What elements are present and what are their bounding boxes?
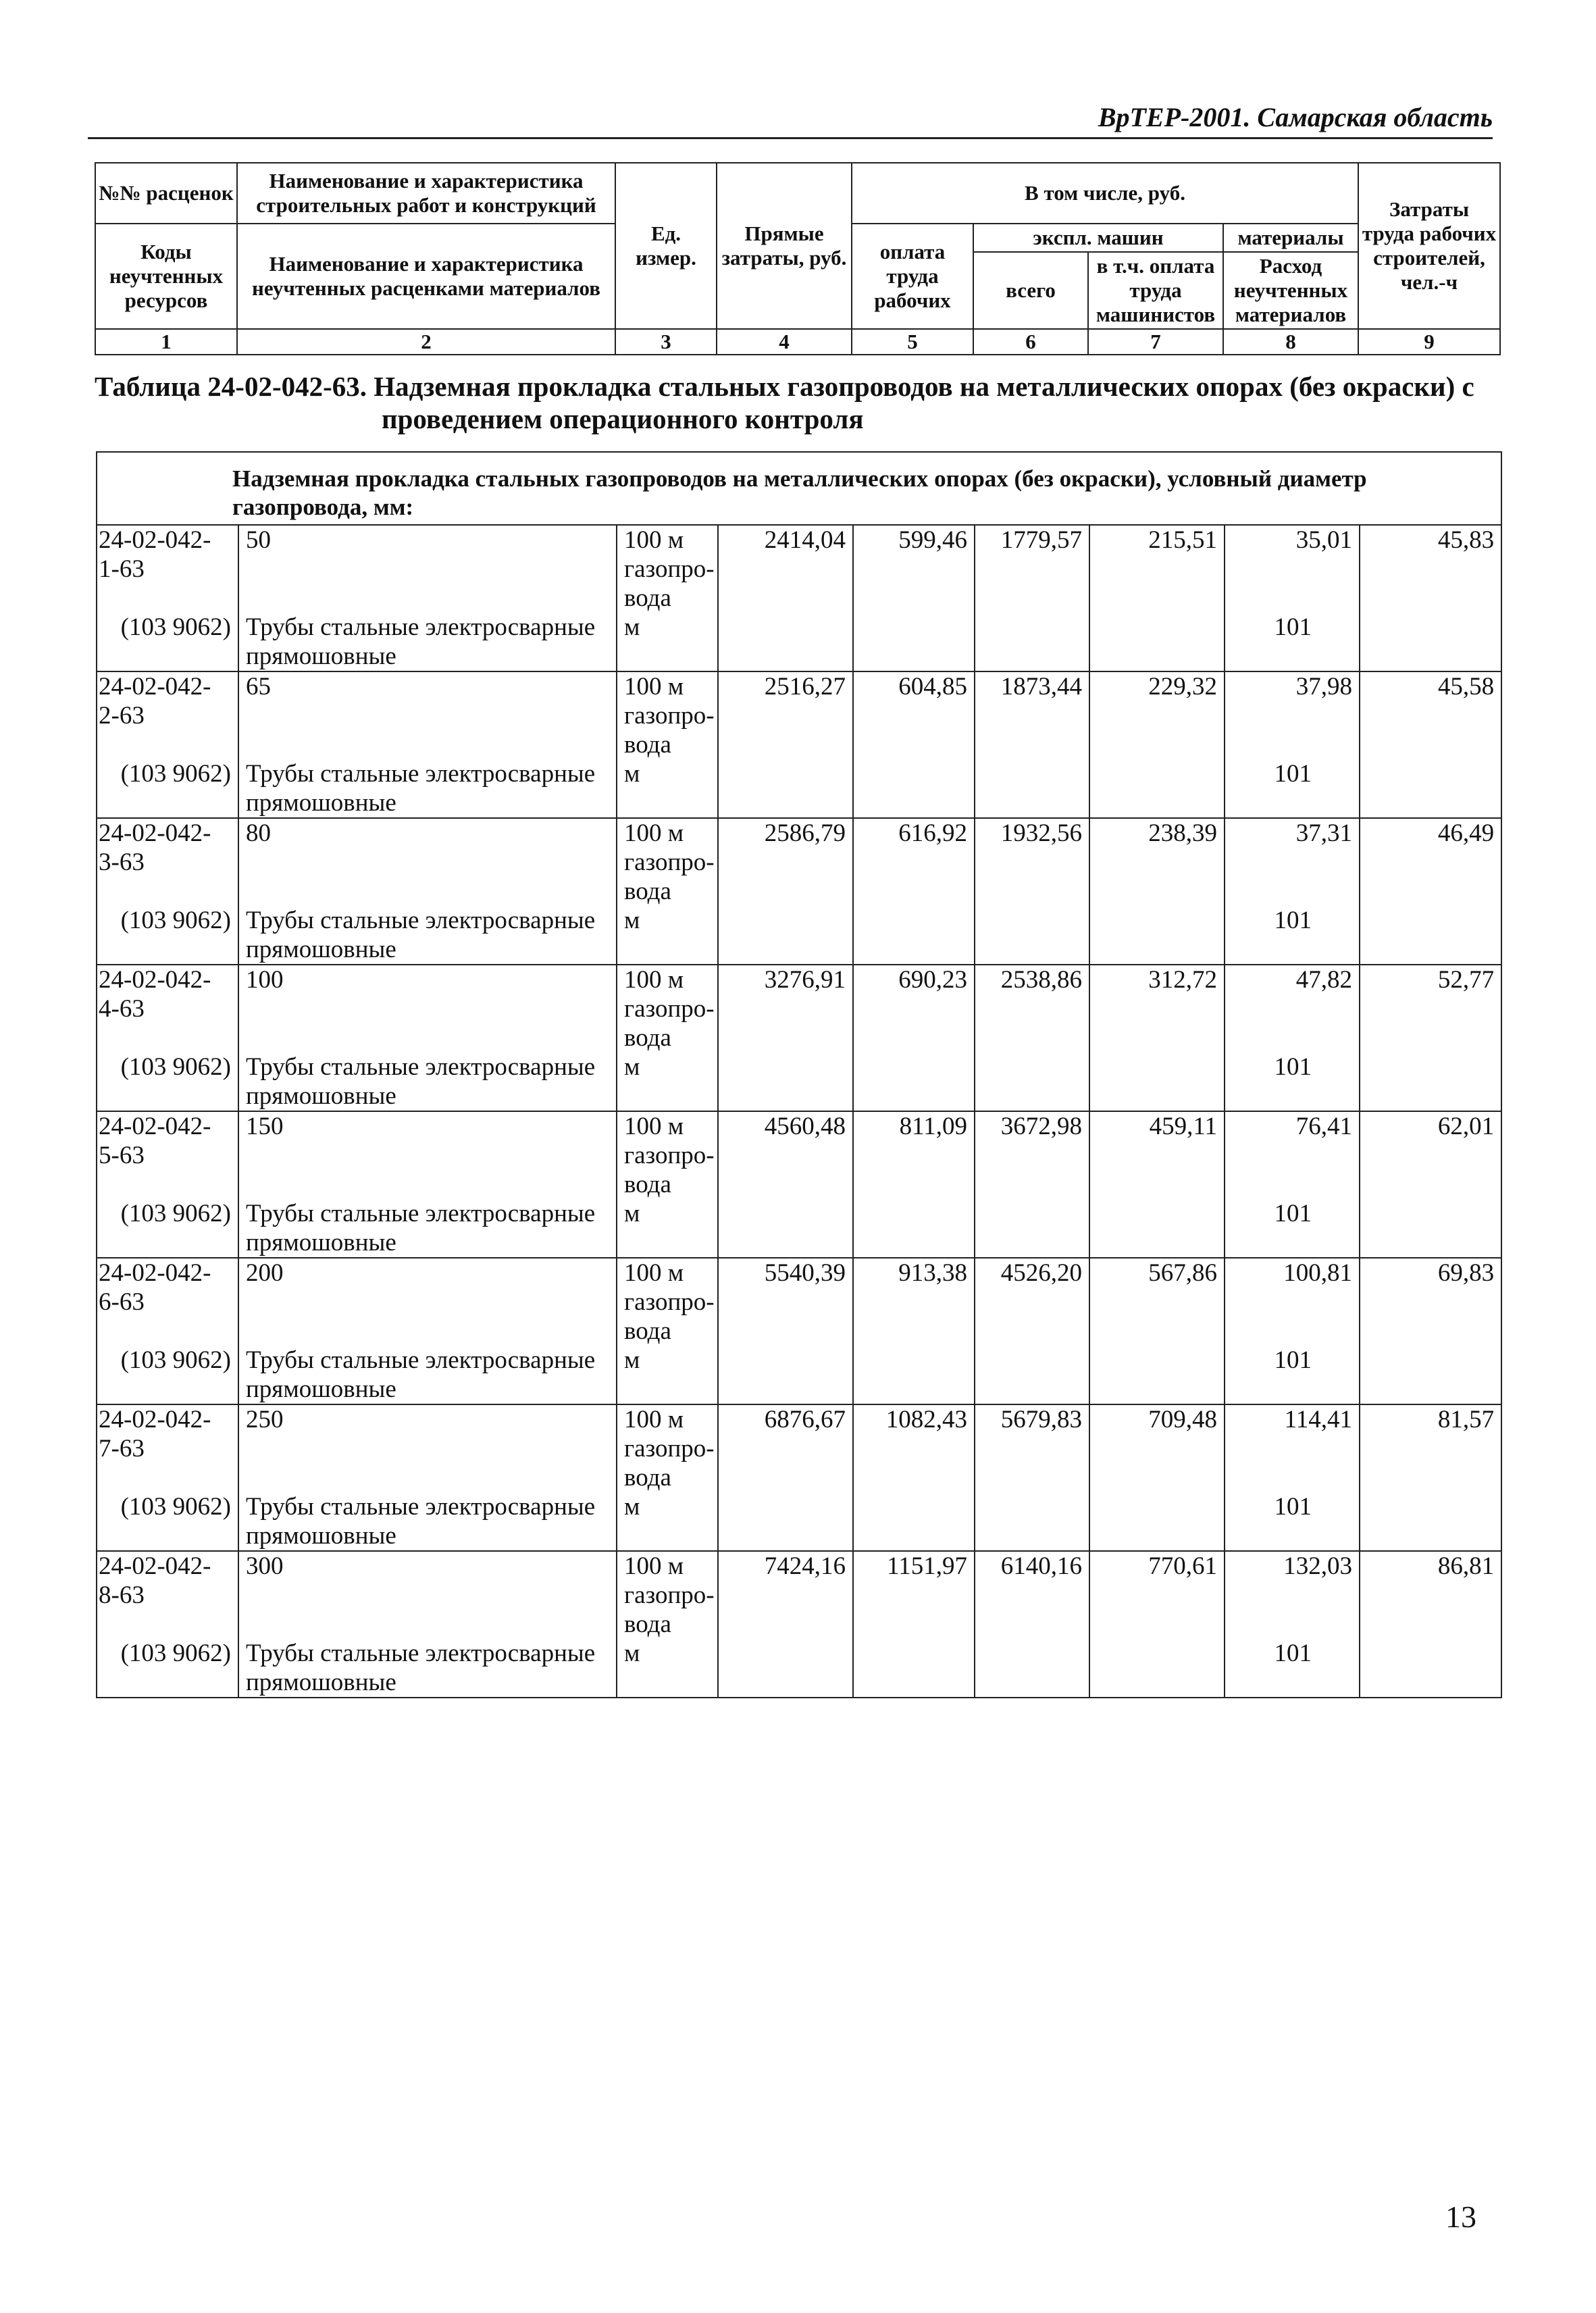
header-col2-bottom: Наименование и характеристика неучтенных расценками материалов [237,224,615,329]
rate-row [97,525,1501,613]
column-number: 4 [717,329,852,355]
resource-code: (103 9062) [97,906,238,965]
rate-labor-cost: 616,92 [853,818,975,906]
rate-machinist-labor: 459,11 [1089,1111,1225,1199]
header-col5: оплата труда рабочих [852,224,973,329]
resource-code: (103 9062) [97,1199,238,1258]
rate-machinist-labor: 770,61 [1089,1551,1225,1639]
rate-materials-cost: 35,01 [1225,525,1360,613]
rate-code: 24-02-042-3-63 [97,818,238,906]
rate-unit: 100 м газопро-вода [617,1258,718,1346]
rate-unit: 100 м газопро-вода [617,818,718,906]
empty-cell [1360,1199,1501,1258]
column-number: 5 [852,329,973,355]
empty-cell [975,1346,1089,1404]
rate-machinist-labor: 312,72 [1089,965,1225,1052]
resource-unit: м [617,613,718,671]
rate-code: 24-02-042-4-63 [97,965,238,1052]
rate-machinist-labor: 215,51 [1089,525,1225,613]
rate-unit: 100 м газопро-вода [617,1111,718,1199]
empty-cell [718,906,853,965]
resource-name: Трубы стальные электросварные прямошовные [238,1346,617,1404]
empty-cell [853,613,975,671]
resource-name: Трубы стальные электросварные прямошовные [238,1492,617,1551]
rate-row [97,1551,1501,1639]
rate-materials-cost: 37,98 [1225,671,1360,759]
resource-quantity: 101 [1225,759,1360,818]
resource-code: (103 9062) [97,759,238,818]
rate-labor-cost: 690,23 [853,965,975,1052]
rate-machinist-labor: 709,48 [1089,1404,1225,1492]
empty-cell [1360,906,1501,965]
resource-unit: м [617,1199,718,1258]
rate-unit: 100 м газопро-вода [617,671,718,759]
empty-cell [1360,1052,1501,1111]
rate-direct-cost: 4560,48 [718,1111,853,1199]
rate-machinist-labor: 238,39 [1089,818,1225,906]
rate-unit: 100 м газопро-вода [617,525,718,613]
rate-materials-cost: 47,82 [1225,965,1360,1052]
resource-name: Трубы стальные электросварные прямошовные [238,613,617,671]
header-col7: в т.ч. оплата труда машинистов [1088,252,1223,329]
resource-quantity: 101 [1225,906,1360,965]
header-col8: Расход неучтенных материалов [1223,252,1358,329]
rate-machine-cost: 4526,20 [975,1258,1089,1346]
rate-direct-cost: 7424,16 [718,1551,853,1639]
rate-materials-cost: 76,41 [1225,1111,1360,1199]
resource-unit: м [617,1052,718,1111]
rate-diameter: 250 [238,1404,617,1492]
rate-machine-cost: 1873,44 [975,671,1089,759]
empty-cell [1089,613,1225,671]
rate-code: 24-02-042-6-63 [97,1258,238,1346]
column-number: 2 [237,329,615,355]
rate-diameter: 300 [238,1551,617,1639]
header-col9: Затраты труда рабочих строителей, чел.-ч [1358,163,1500,329]
rate-labor-cost: 811,09 [853,1111,975,1199]
rate-unit: 100 м газопро-вода [617,1551,718,1639]
resource-code: (103 9062) [97,1346,238,1404]
resource-row [97,906,1501,965]
header-col2-top: Наименование и характеристика строительных работ и конструкций [237,163,615,224]
rate-machinist-labor: 567,86 [1089,1258,1225,1346]
empty-cell [853,759,975,818]
rate-machine-cost: 1779,57 [975,525,1089,613]
resource-quantity: 101 [1225,1346,1360,1404]
empty-cell [718,759,853,818]
rate-labor-hours: 52,77 [1360,965,1501,1052]
empty-cell [1089,1639,1225,1698]
rate-labor-cost: 599,46 [853,525,975,613]
page-number: 13 [1445,2200,1476,2234]
rate-labor-cost: 604,85 [853,671,975,759]
resource-name: Трубы стальные электросварные прямошовные [238,1639,617,1698]
rate-code: 24-02-042-7-63 [97,1404,238,1492]
header-machines-group: экспл. машин [973,224,1223,252]
resource-row [97,759,1501,818]
rate-diameter: 150 [238,1111,617,1199]
resource-row [97,1639,1501,1698]
empty-cell [853,906,975,965]
header-col6: всего [973,252,1088,329]
rate-code: 24-02-042-2-63 [97,671,238,759]
rate-labor-hours: 69,83 [1360,1258,1501,1346]
empty-cell [718,1346,853,1404]
empty-cell [1089,1492,1225,1551]
empty-cell [718,1639,853,1698]
rate-direct-cost: 6876,67 [718,1404,853,1492]
resource-name: Трубы стальные электросварные прямошовные [238,759,617,818]
empty-cell [1360,1346,1501,1404]
empty-cell [1089,1346,1225,1404]
rate-unit: 100 м газопро-вода [617,965,718,1052]
rate-diameter: 100 [238,965,617,1052]
resource-quantity: 101 [1225,1492,1360,1551]
rate-direct-cost: 2516,27 [718,671,853,759]
rate-machinist-labor: 229,32 [1089,671,1225,759]
resource-unit: м [617,906,718,965]
resource-quantity: 101 [1225,1199,1360,1258]
empty-cell [1360,1639,1501,1698]
empty-cell [1089,906,1225,965]
resource-unit: м [617,1346,718,1404]
rate-materials-cost: 37,31 [1225,818,1360,906]
column-number: 3 [615,329,717,355]
rate-labor-hours: 62,01 [1360,1111,1501,1199]
rate-code: 24-02-042-8-63 [97,1551,238,1639]
rate-labor-hours: 45,83 [1360,525,1501,613]
rate-diameter: 50 [238,525,617,613]
empty-cell [1089,1052,1225,1111]
rate-row [97,818,1501,906]
rates-table [96,451,1502,1698]
rate-labor-cost: 1151,97 [853,1551,975,1639]
resource-row [97,1199,1501,1258]
header-materials-group: материалы [1223,224,1358,252]
rate-machine-cost: 2538,86 [975,965,1089,1052]
empty-cell [975,1052,1089,1111]
rate-row [97,1258,1501,1346]
resource-quantity: 101 [1225,1639,1360,1698]
resource-unit: м [617,759,718,818]
rate-row [97,965,1501,1052]
resource-quantity: 101 [1225,1052,1360,1111]
rate-labor-hours: 46,49 [1360,818,1501,906]
column-number: 7 [1088,329,1223,355]
running-head: ВрТЕР-2001. Самарская область [88,101,1493,139]
resource-unit: м [617,1639,718,1698]
rate-diameter: 65 [238,671,617,759]
table-title-line-1: Таблица 24-02-042-63. Надземная прокладка стальных газопроводов на металлических опорах (без окраски) с [95,371,1474,402]
rate-materials-cost: 100,81 [1225,1258,1360,1346]
header-col1-top: №№ расценок [95,163,237,224]
resource-code: (103 9062) [97,1052,238,1111]
rate-direct-cost: 3276,91 [718,965,853,1052]
empty-cell [853,1492,975,1551]
header-col3: Ед. измер. [615,163,717,329]
column-number: 6 [973,329,1088,355]
rate-machine-cost: 3672,98 [975,1111,1089,1199]
empty-cell [975,613,1089,671]
empty-cell [975,1199,1089,1258]
empty-cell [975,759,1089,818]
rate-machine-cost: 6140,16 [975,1551,1089,1639]
column-number: 1 [95,329,237,355]
empty-cell [1089,1199,1225,1258]
empty-cell [853,1199,975,1258]
rate-diameter: 200 [238,1258,617,1346]
empty-cell [975,1639,1089,1698]
empty-cell [853,1346,975,1404]
empty-cell [853,1052,975,1111]
column-number: 9 [1358,329,1500,355]
empty-cell [718,1492,853,1551]
rate-labor-hours: 86,81 [1360,1551,1501,1639]
rate-row [97,671,1501,759]
header-col1-bottom: Коды неучтенных ресурсов [95,224,237,329]
resource-name: Трубы стальные электросварные прямошовные [238,1199,617,1258]
empty-cell [853,1639,975,1698]
empty-cell [1360,1492,1501,1551]
resource-name: Трубы стальные электросварные прямошовные [238,906,617,965]
rate-labor-hours: 81,57 [1360,1404,1501,1492]
rate-diameter: 80 [238,818,617,906]
rate-machine-cost: 1932,56 [975,818,1089,906]
rate-unit: 100 м газопро-вода [617,1404,718,1492]
resource-row [97,1492,1501,1551]
empty-cell [718,613,853,671]
resource-row [97,1346,1501,1404]
header-group: В том числе, руб. [852,163,1358,224]
table-title [95,370,1506,435]
resource-row [97,613,1501,671]
rate-labor-cost: 913,38 [853,1258,975,1346]
resource-quantity: 101 [1225,613,1360,671]
resource-code: (103 9062) [97,1492,238,1551]
empty-cell [1089,759,1225,818]
rate-code: 24-02-042-5-63 [97,1111,238,1199]
empty-cell [1360,759,1501,818]
column-number: 8 [1223,329,1358,355]
rate-row [97,1111,1501,1199]
rate-labor-hours: 45,58 [1360,671,1501,759]
section-heading: Надземная прокладка стальных газопроводов на металлических опорах (без окраски), условный диаметр газопровода, мм: [97,452,1501,525]
rate-row [97,1404,1501,1492]
rate-labor-cost: 1082,43 [853,1404,975,1492]
rate-direct-cost: 2414,04 [718,525,853,613]
rate-code: 24-02-042-1-63 [97,525,238,613]
empty-cell [975,1492,1089,1551]
column-header-table [95,162,1501,355]
resource-unit: м [617,1492,718,1551]
resource-name: Трубы стальные электросварные прямошовные [238,1052,617,1111]
header-col4: Прямые затраты, руб. [717,163,852,329]
table-title-line-2: проведением операционного контроля [382,403,864,434]
empty-cell [1360,613,1501,671]
rate-direct-cost: 5540,39 [718,1258,853,1346]
empty-cell [975,906,1089,965]
rate-materials-cost: 132,03 [1225,1551,1360,1639]
resource-code: (103 9062) [97,1639,238,1698]
rate-direct-cost: 2586,79 [718,818,853,906]
rate-machine-cost: 5679,83 [975,1404,1089,1492]
resource-code: (103 9062) [97,613,238,671]
empty-cell [718,1052,853,1111]
resource-row [97,1052,1501,1111]
rate-materials-cost: 114,41 [1225,1404,1360,1492]
empty-cell [718,1199,853,1258]
